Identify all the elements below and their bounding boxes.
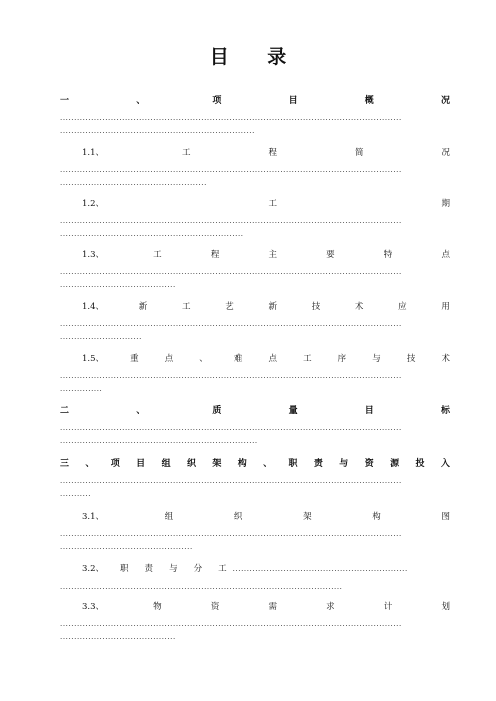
toc-entry-char: 划	[441, 602, 450, 612]
toc-leader-dots: ...........	[60, 491, 92, 498]
toc-entry-char: 责	[144, 564, 154, 574]
toc-entry-number: 1.1、	[82, 148, 105, 158]
toc-entry-heading	[60, 511, 450, 523]
toc-entry-char: 难	[233, 354, 243, 364]
toc-leader-dots: .........................................................................................................................	[60, 167, 402, 174]
toc-entry-char: 入	[440, 459, 450, 469]
toc-entry-char: 期	[441, 199, 450, 209]
toc-entry-number: 3.3、	[82, 602, 105, 612]
toc-leader-dots: ....................................................	[60, 180, 207, 187]
toc-entry-heading	[60, 601, 450, 613]
toc-entry-char: 职	[288, 459, 298, 469]
toc-entry-char: 技	[311, 302, 321, 312]
toc-entry-char: 重	[130, 354, 139, 364]
toc-entry-char: 求	[326, 602, 335, 612]
toc-entry-char: 源	[390, 459, 400, 469]
toc-entry[interactable]	[60, 601, 450, 641]
toc-entry-char: 主	[268, 250, 277, 260]
toc-entry-char: 图	[441, 512, 450, 522]
toc-entry-heading	[60, 353, 450, 365]
toc-entry-char: 质	[212, 406, 222, 416]
toc-leader-dots: .........................................................................................................................	[60, 218, 402, 225]
toc-entry-char: 、	[263, 459, 273, 469]
toc-leader-dots: .........................................................................................................................	[60, 478, 402, 485]
toc-entry-char: 需	[268, 602, 277, 612]
toc-entry-char: 二	[60, 406, 70, 416]
toc-leader-dots: .........................................	[60, 634, 176, 641]
toc-entry-number: 3.2、	[82, 564, 105, 574]
toc-entry-char: 点	[441, 250, 450, 260]
page-title: 目 录	[209, 46, 303, 68]
toc-entry-char: 技	[406, 354, 416, 364]
toc-leader-dots: .....................................................................	[60, 128, 255, 135]
toc-entry-char: 、	[136, 96, 146, 106]
toc-entry-heading	[60, 249, 450, 261]
toc-entry-char: 项	[110, 459, 120, 469]
toc-entry-char: 资	[210, 602, 220, 612]
toc-entry-char: 、	[199, 354, 208, 364]
toc-entry-char: 物	[153, 602, 162, 612]
toc-leader-dots: .........................................................................................................................	[60, 269, 402, 276]
toc-entry[interactable]	[60, 353, 450, 393]
toc-entry-char: 程	[210, 250, 220, 260]
toc-entry-char: 资	[364, 459, 374, 469]
toc-entry-char: 与	[169, 564, 178, 574]
toc-entry-char: 责	[313, 459, 323, 469]
toc-entry-char: 工	[182, 148, 191, 158]
toc-entry-heading	[60, 405, 450, 417]
toc-entry-char: 职	[120, 564, 129, 574]
toc-leader-dots: .............................	[60, 334, 142, 341]
toc-entry-char: 概	[364, 96, 374, 106]
toc-entry-char: 工	[181, 302, 191, 312]
toc-entry-char: 艺	[225, 302, 234, 312]
toc-entry-char: 新	[268, 302, 277, 312]
toc-entry-char: 一	[60, 96, 70, 106]
toc-entry-char: 织	[186, 459, 196, 469]
toc-leader-dots: .........................................................................................................................	[60, 531, 402, 538]
toc-entry-char: 术	[354, 302, 364, 312]
toc-entry-char: 三	[60, 459, 70, 469]
toc-entry-char: 组	[161, 459, 171, 469]
toc-entry-char: 与	[339, 459, 349, 469]
toc-entry-number: 1.3、	[82, 250, 105, 260]
toc-entry-char: 程	[268, 148, 277, 158]
toc-entry-number: 3.1、	[82, 512, 105, 522]
toc-entry-char: 用	[441, 302, 450, 312]
toc-entry-char: 目	[136, 459, 146, 469]
toc-entry-char: 应	[398, 302, 407, 312]
toc-entry-char: 术	[441, 354, 450, 364]
toc-entry-char: 况	[440, 96, 450, 106]
toc-entry-heading	[60, 301, 450, 313]
toc-entry-heading	[60, 147, 450, 159]
toc-entry[interactable]	[60, 198, 450, 238]
toc-entry[interactable]	[60, 95, 450, 135]
toc-leader-dots: ......................................................................	[60, 438, 258, 445]
toc-leader-dots: .........................................................................................................................	[60, 425, 402, 432]
toc-entry-heading	[60, 198, 450, 210]
toc-entry-heading	[60, 95, 450, 107]
toc-leader-dots: ..............................................................	[232, 565, 408, 573]
toc-entry-char: 投	[415, 459, 425, 469]
toc-entry-char: 架	[212, 459, 222, 469]
toc-leader-dots: .........................................................................................................................	[60, 115, 402, 122]
toc-entry-char: 新	[138, 302, 148, 312]
toc-entry-char: 构	[372, 512, 381, 522]
toc-entry-char: 与	[372, 354, 381, 364]
toc-entry-char: 工	[218, 564, 227, 574]
toc-entry-char: 、	[136, 406, 146, 416]
toc-leader-dots: .................................................................	[60, 231, 244, 238]
toc-entry-char: 工	[268, 199, 278, 209]
toc-entry-char: 目	[288, 96, 298, 106]
toc-entry[interactable]	[60, 301, 450, 341]
toc-leader-dots: ....................................................................................................	[60, 584, 343, 591]
toc-entry-char: 组	[164, 512, 174, 522]
toc-entry-char: 工	[153, 250, 162, 260]
toc-entry-char: 构	[237, 459, 247, 469]
toc-entry-char: 织	[233, 512, 243, 522]
toc-entry-heading	[60, 458, 450, 470]
toc-entry-char: 要	[326, 250, 335, 260]
toc-entry-char: 分	[193, 564, 203, 574]
toc-leader-dots: .........................................	[60, 282, 176, 289]
toc-entry-char: 简	[354, 148, 364, 158]
toc-entry-char: 序	[337, 354, 347, 364]
toc-entry-char: 特	[383, 250, 393, 260]
toc-entry-char: 量	[288, 406, 298, 416]
toc-leader-dots: .........................................................................................................................	[60, 321, 402, 328]
toc-entry-number: 1.5、	[82, 354, 105, 364]
toc-leader-dots: ...............	[60, 386, 103, 393]
toc-entry-char: 计	[383, 602, 393, 612]
toc-entry-heading	[60, 563, 450, 575]
toc-entry[interactable]	[60, 563, 450, 591]
toc-entry[interactable]	[60, 511, 450, 551]
toc-entry-number: 1.2、	[82, 199, 105, 209]
toc-leader-dots: .........................................................................................................................	[60, 621, 402, 628]
toc-entry-char: 点	[268, 354, 277, 364]
toc-entry-char: 况	[441, 148, 450, 158]
toc-entry-char: 架	[303, 512, 312, 522]
toc-entry[interactable]	[60, 458, 450, 498]
toc-entry[interactable]	[60, 249, 450, 289]
toc-entry-char: 、	[85, 459, 95, 469]
toc-entry-char: 项	[212, 96, 222, 106]
toc-entry-char: 标	[440, 406, 450, 416]
toc-leader-dots: ...............................................	[60, 544, 193, 551]
toc-entry[interactable]	[60, 405, 450, 445]
toc-entry[interactable]	[60, 147, 450, 187]
toc-entry-char: 点	[164, 354, 174, 364]
toc-entry-char: 工	[303, 354, 312, 364]
toc-entry-char: 目	[364, 406, 374, 416]
toc-entry-number: 1.4、	[82, 302, 105, 312]
toc-leader-dots: .........................................................................................................................	[60, 373, 402, 380]
